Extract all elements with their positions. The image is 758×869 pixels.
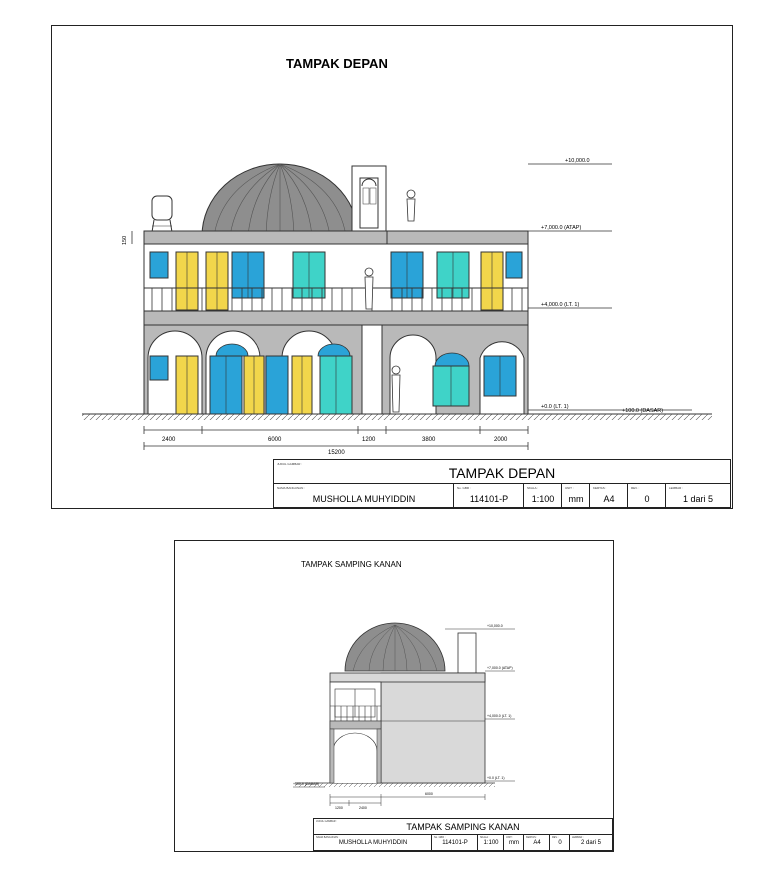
level-label: +100.0 (DASAR) [622, 408, 664, 414]
drawing-title: TAMPAK DEPAN [448, 465, 556, 481]
drawing-number-label: No. GBR : [434, 836, 446, 839]
title-label: JUDUL GAMBAR : [277, 462, 303, 466]
paper-size: A4 [533, 840, 541, 846]
drawing-sheet-side [174, 540, 614, 852]
stair-tower [458, 633, 476, 673]
building-name-label: NAMA BANGUNAN : [316, 836, 340, 839]
scale: 1:100 [531, 494, 555, 504]
floor-slab [144, 311, 528, 325]
revision-label: REV. : [631, 486, 640, 490]
dimension-label: 1200 [335, 806, 343, 810]
dimension-label: 3800 [422, 437, 436, 443]
drawing-number-label: No. GBR : [457, 486, 471, 490]
level-label: +0.0 (LT. 1) [487, 776, 505, 780]
dimension-label: 2400 [359, 806, 367, 810]
drawing-number: 114101-P [469, 494, 509, 504]
ground-hatch [82, 414, 712, 420]
level-label: +7,000.0 (ATAP) [541, 225, 582, 231]
total-dimension-label: 15200 [328, 450, 345, 456]
level-label: +0.0 (LT. 1) [541, 404, 569, 410]
level-label: +7,000.0 (ATAP) [487, 666, 513, 670]
level-label: +10,000.0 [487, 624, 503, 628]
level-label: +4,000.0 (LT. 1) [541, 302, 580, 308]
scale: 1:100 [483, 840, 499, 846]
side-elevation-drawing [175, 541, 615, 821]
dimension-label: 6000 [268, 437, 282, 443]
level-label: +4,000.0 (LT. 1) [487, 714, 512, 718]
front-elevation-drawing [52, 26, 734, 466]
side-wall [381, 673, 485, 783]
unit-label: UNIT : [506, 836, 514, 839]
dimension-label: 6000 [425, 792, 433, 796]
unit: mm [509, 840, 519, 846]
building-name-label: NAMA BANGUNAN : [277, 486, 306, 490]
scale-label: SKALA : [480, 836, 490, 839]
sheet-heading: TAMPAK DEPAN [286, 56, 388, 71]
side-dimension: 150 [122, 235, 128, 245]
paper-label: KERTAS : [593, 486, 607, 490]
drawing-title: TAMPAK SAMPING KANAN [406, 822, 520, 832]
revision-label: REV. : [552, 836, 559, 839]
dimension-label: 2400 [162, 437, 176, 443]
drawing-number: 114101-P [442, 840, 468, 846]
scale-label: SKALA : [527, 486, 539, 490]
building-name: MUSHOLLA MUHYIDDIN [312, 494, 416, 504]
paper-size: A4 [603, 494, 615, 504]
title-block [273, 459, 731, 508]
sheet-label: LEMBAR : [572, 836, 584, 839]
building-name: MUSHOLLA MUHYIDDIN [338, 840, 408, 846]
dimension-label: 2000 [494, 437, 508, 443]
unit-label: UNIT : [565, 486, 574, 490]
window [506, 252, 522, 278]
sheet-label: LEMBAR : [669, 486, 684, 490]
title-label: JUDUL GAMBAR : [316, 820, 337, 823]
title-block [313, 818, 613, 851]
window [266, 356, 288, 414]
level-label: +100.0 (DASAR) [293, 782, 320, 786]
dimension-label: 1200 [362, 437, 376, 443]
unit: mm [568, 494, 584, 504]
drawing-sheet-front [51, 25, 733, 509]
level-label: +10,000.0 [565, 158, 590, 164]
roof-parapet [144, 231, 528, 244]
water-tank [152, 196, 172, 220]
sheet-number: 1 dari 5 [682, 494, 714, 504]
revision: 0 [644, 494, 650, 504]
paper-label: KERTAS : [526, 836, 538, 839]
revision: 0 [558, 840, 562, 846]
window [150, 252, 168, 278]
sheet-number: 2 dari 5 [580, 840, 601, 846]
sheet-heading: TAMPAK SAMPING KANAN [301, 560, 402, 569]
roof-band [330, 673, 485, 682]
window [150, 356, 168, 380]
